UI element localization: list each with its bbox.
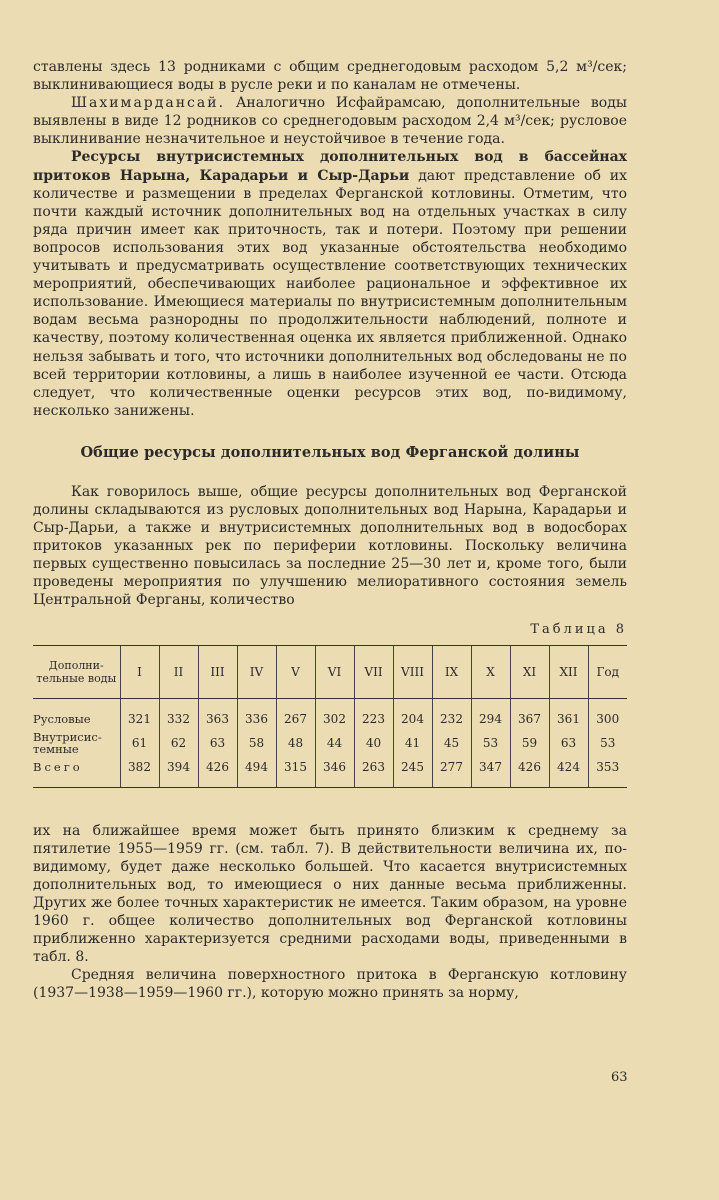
paragraph-6: Средняя величина поверхностного притока в Ферганскую котловину (1937—1938—1959—1960 гг.), которую можно принять за норму, <box>33 967 627 1002</box>
section-heading: Общие ресурсы дополнительных вод Ферганской долины <box>80 443 580 461</box>
table-cell: 336 <box>237 698 276 731</box>
table-cell: 426 <box>198 755 237 788</box>
table-cell: 267 <box>276 698 315 731</box>
header-month: VII <box>354 645 393 698</box>
header-month: VIII <box>393 645 432 698</box>
header-month: Год <box>588 645 627 698</box>
header-month: V <box>276 645 315 698</box>
table-cell: 321 <box>120 698 159 731</box>
header-month: XII <box>549 645 588 698</box>
table-cell: 302 <box>315 698 354 731</box>
table-cell: 44 <box>315 731 354 755</box>
page-body <box>33 58 627 1002</box>
table-caption: Таблица 8 <box>530 621 627 637</box>
row-label: Русловые <box>33 711 91 726</box>
header-label: Дополни-тельные воды <box>33 645 120 698</box>
header-month: IV <box>237 645 276 698</box>
table-cell: 277 <box>432 755 471 788</box>
bold-lead: Ресурсы внутрисистемных дополнительных вод в бассейнах притоков Нарына, Карадарьи и Сыр-Дарьи <box>33 149 627 184</box>
paragraph-4: Как говорилось выше, общие ресурсы дополнительных вод Ферганской долины складываются из русловых дополнительных вод Нарына, Карадарьи и Сыр-Дарьи, а также и внутрисистемных дополнительных вод в водосборах притоков указанных рек по периферии котловины. Поскольку величина первых существенно повысилась за последние 25—30 лет и, кроме того, были проведены мероприятия по улучшению мелиоративного состояния земель Центральной Ферганы, количество <box>33 483 627 609</box>
table-cell: 294 <box>471 698 510 731</box>
table-cell: 315 <box>276 755 315 788</box>
river-name: Шахимардансай. <box>71 95 226 112</box>
table-cell: 263 <box>354 755 393 788</box>
table-cell: 424 <box>549 755 588 788</box>
paragraph-2: Шахимардансай. Аналогично Исфайрамсаю, дополнительные воды выявлены в виде 12 родников со среднегодовым расходом 2,4 м³/сек; русловое выклинивание незначительное и неустойчивое в течение года. <box>33 95 627 148</box>
row-label: Всего <box>33 755 120 788</box>
paragraph-1: ставлены здесь 13 родниками с общим среднегодовым расходом 5,2 м³/сек; выклинивающиеся воды в русле реки и по каналам не отмечены. <box>33 59 627 94</box>
table-cell: 53 <box>471 731 510 755</box>
table-row <box>33 698 627 731</box>
table-8 <box>33 645 627 788</box>
table-cell: 367 <box>510 698 549 731</box>
header-month: VI <box>315 645 354 698</box>
table-cell: 53 <box>588 731 627 755</box>
table-cell: 394 <box>159 755 198 788</box>
row-label: Внутрисис-темные <box>33 729 102 756</box>
table-cell: 223 <box>354 698 393 731</box>
table-row <box>33 755 627 788</box>
header-month: I <box>120 645 159 698</box>
table-cell: 426 <box>510 755 549 788</box>
header-month: II <box>159 645 198 698</box>
table-cell: 40 <box>354 731 393 755</box>
table-cell: 61 <box>120 731 159 755</box>
table-cell: 63 <box>549 731 588 755</box>
table-cell: 361 <box>549 698 588 731</box>
table-cell: 347 <box>471 755 510 788</box>
header-month: IX <box>432 645 471 698</box>
table-cell: 58 <box>237 731 276 755</box>
table-header-row <box>33 645 627 698</box>
header-month: XI <box>510 645 549 698</box>
table-cell: 63 <box>198 731 237 755</box>
table-cell: 245 <box>393 755 432 788</box>
table-cell: 300 <box>588 698 627 731</box>
table-cell: 59 <box>510 731 549 755</box>
table-cell: 45 <box>432 731 471 755</box>
table-cell: 332 <box>159 698 198 731</box>
table-cell: 204 <box>393 698 432 731</box>
table-cell: 494 <box>237 755 276 788</box>
paragraph-5: их на ближайшее время может быть принято близким к среднему за пятилетие 1955—1959 гг. (см. табл. 7). В действительности величина их, по-видимому, будет даже несколько большей. Что касается внутрисистемных дополнительных вод, то имеющиеся о них данные весьма приближенны. Других же более точных характеристик не имеется. Таким образом, на уровне 1960 г. общее количество дополнительных вод Ферганской котловины приближенно характеризуется средними расходами воды, приведенными в табл. 8. <box>33 822 627 966</box>
table-cell: 346 <box>315 755 354 788</box>
table-cell: 363 <box>198 698 237 731</box>
table-cell: 382 <box>120 755 159 788</box>
header-month: III <box>198 645 237 698</box>
header-month: X <box>471 645 510 698</box>
table-cell: 62 <box>159 731 198 755</box>
table-cell: 41 <box>393 731 432 755</box>
paragraph-3: Ресурсы внутрисистемных дополнительных вод в бассейнах притоков Нарына, Карадарьи и Сыр-Дарьи дают представление об их количестве и размещении в пределах Ферганской котловины. Отметим, что почти каждый источник дополнительных вод на отдельных участках в силу ряда причин имеет как приточность, так и потери. Поэтому при решении вопросов использования этих вод указанные обстоятельства необходимо учитывать и предусматривать осуществление соответствующих технических мероприятий, обеспечивающих наиболее рациональное и эффективное их использование. Имеющиеся материалы по внутрисистемным дополнительным водам весьма разнородны по продолжительности наблюдений, полноте и качеству, поэтому количественная оценка их является приближенной. Однако нельзя забывать и того, что источники дополнительных вод обследованы не по всей территории котловины, а лишь в наиболее изученной ее части. Отсюда следует, что количественные оценки ресурсов этих вод, по-видимому, несколько занижены. <box>33 149 627 419</box>
table-cell: 232 <box>432 698 471 731</box>
page-number: 63 <box>611 1070 628 1085</box>
table-cell: 353 <box>588 755 627 788</box>
table-row <box>33 731 627 755</box>
table-cell: 48 <box>276 731 315 755</box>
